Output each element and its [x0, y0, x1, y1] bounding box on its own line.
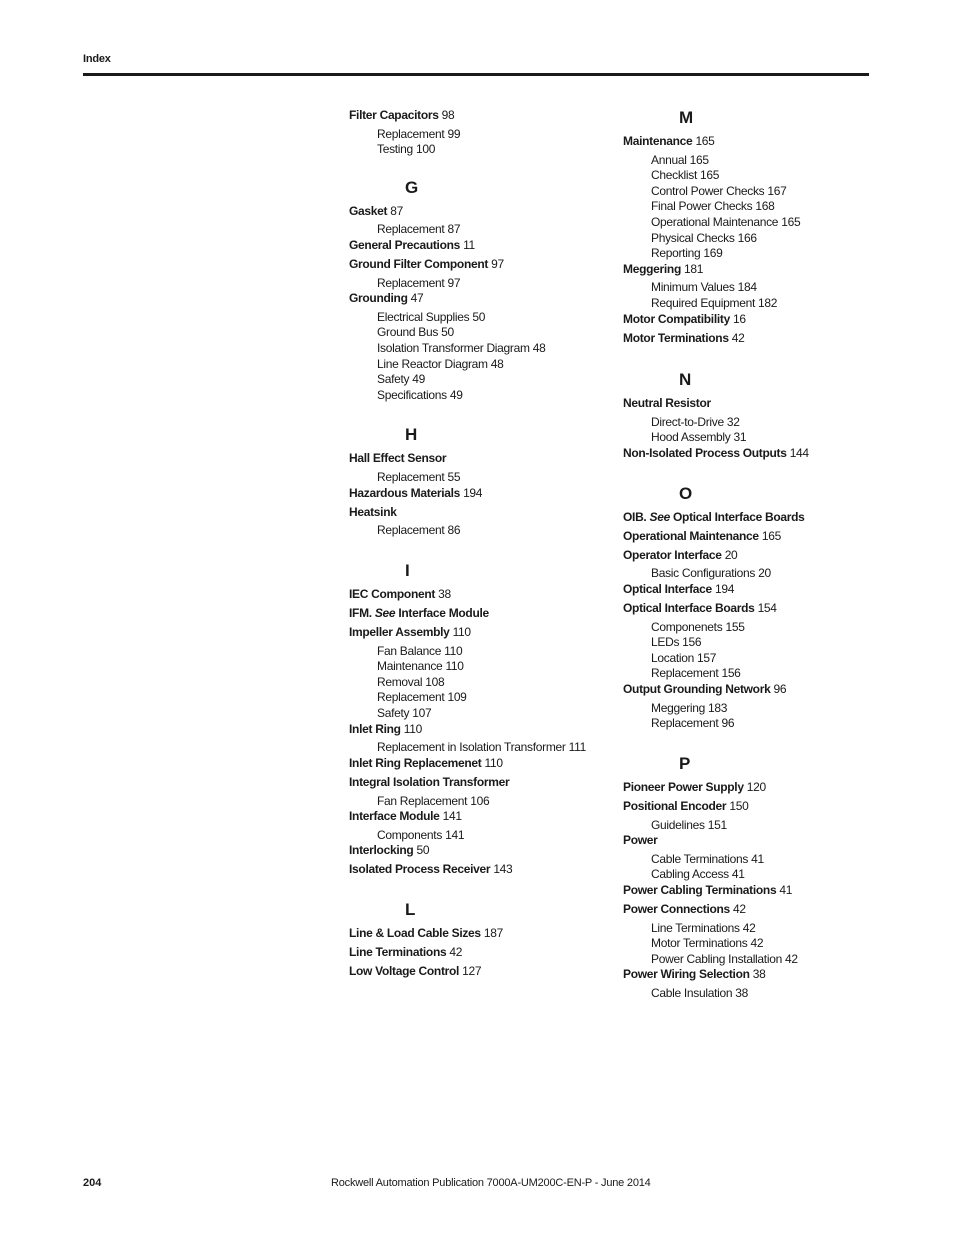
index-subentry: Maintenance 110: [377, 659, 464, 674]
term-text: Hazardous Materials: [349, 485, 461, 500]
page-reference: 11: [463, 237, 475, 252]
index-entry: [349, 809, 599, 825]
index-entry: [349, 964, 599, 980]
page-reference: 47: [410, 291, 424, 306]
index-term: [623, 262, 681, 276]
index-subentry: Replacement 55: [377, 470, 461, 484]
index-subentry: Guidelines 151: [651, 817, 727, 832]
index-subentry: Physical Checks 166: [651, 230, 757, 245]
page-reference: 97: [491, 257, 504, 272]
index-entry: [623, 967, 873, 983]
page-reference: 110: [452, 625, 471, 640]
subentry-list: [377, 740, 599, 756]
index-subentry: Testing 100: [377, 142, 436, 157]
page-reference: 41: [779, 882, 793, 897]
term-text: Line Terminations: [349, 945, 447, 960]
section-letter: O: [679, 483, 693, 503]
index-subentry: Required Equipment 182: [651, 295, 778, 310]
term-text: Isolated Process Receiver: [349, 862, 491, 877]
index-term: [349, 606, 489, 620]
index-column-left: [349, 108, 599, 980]
index-subentry: Minimum Values 184: [651, 280, 757, 295]
term-text: Grounding: [349, 291, 408, 306]
page-reference: 87: [390, 203, 404, 218]
index-subentry: Replacement 97: [377, 275, 461, 290]
index-term: [623, 134, 692, 148]
index-term: [349, 775, 509, 789]
subentry-list: [377, 127, 599, 158]
see-target: Optical Interface Boards: [673, 509, 805, 524]
term-text: Heatsink: [349, 504, 397, 519]
index-subentry: Replacement 87: [377, 222, 461, 237]
index-term: [349, 451, 446, 465]
index-term: [623, 601, 755, 615]
index-entry: [349, 945, 599, 961]
index-entry: [623, 601, 873, 617]
index-term: [349, 843, 413, 857]
section-letter: L: [405, 899, 416, 919]
see-reference: See: [649, 509, 670, 524]
index-entry: [349, 238, 599, 254]
index-subentry: Cable Insulation 38: [651, 985, 749, 1000]
index-term: [623, 902, 730, 916]
index-term: [349, 945, 446, 959]
term-text: Optical Interface Boards: [623, 601, 755, 616]
index-entry: [623, 548, 873, 564]
index-subentry: Replacement in Isolation Transformer 111: [377, 740, 586, 755]
term-text: Power: [623, 833, 658, 848]
index-subentry: Line Terminations 42: [651, 920, 756, 935]
term-text: Line & Load Cable Sizes: [349, 925, 481, 940]
term-text: Inlet Ring: [349, 721, 401, 736]
index-subentry: Cable Terminations 41: [651, 851, 764, 866]
index-subentry: LEDs 156: [651, 635, 702, 650]
index-term: [623, 510, 805, 524]
page-number: 204: [83, 1177, 102, 1189]
index-subentry: Basic Configurations 20: [651, 566, 771, 581]
index-term: [349, 204, 387, 218]
subentry-list: [651, 818, 873, 834]
page-reference: 165: [695, 134, 715, 148]
term-text: IFM.: [349, 605, 372, 620]
index-entry: [623, 682, 873, 698]
page-reference: 150: [729, 798, 749, 813]
index-subentry: Safety 107: [377, 706, 432, 721]
index-entry: [623, 799, 873, 815]
index-term: [623, 799, 726, 813]
index-section: [623, 108, 873, 346]
term-text: Maintenance: [623, 134, 693, 148]
page-reference: 20: [724, 547, 738, 562]
term-text: Ground Filter Component: [349, 257, 489, 272]
term-text: Optical Interface: [623, 581, 712, 596]
term-text: Motor Compatibility: [623, 311, 730, 326]
term-text: Pioneer Power Supply: [623, 779, 744, 794]
subentry-list: [377, 794, 599, 810]
subentry-list: [651, 415, 873, 446]
index-column-right: [623, 108, 873, 1002]
index-subentry: Reporting 169: [651, 246, 723, 261]
index-section: [349, 900, 599, 980]
section-letter: P: [679, 753, 691, 773]
index-entry: [349, 926, 599, 942]
index-subentry: Motor Terminations 42: [651, 936, 764, 951]
index-subentry: Operational Maintenance 165: [651, 214, 801, 229]
index-subentry: Cabling Access 41: [651, 867, 745, 882]
index-entry: [349, 257, 599, 273]
index-subentry: Checklist 165: [651, 168, 720, 183]
index-entry: [349, 606, 599, 622]
term-text: Inlet Ring Replacemenet: [349, 755, 482, 770]
subentry-list: [377, 310, 599, 404]
section-letter: M: [679, 108, 694, 127]
subentry-list: [377, 470, 599, 486]
index-subentry: Isolation Transformer Diagram 48: [377, 341, 546, 356]
index-entry: [349, 722, 599, 738]
index-entry: [623, 902, 873, 918]
index-section: [349, 561, 599, 878]
index-term: [623, 582, 712, 596]
subentry-list: [377, 523, 599, 539]
subentry-list: [651, 566, 873, 582]
term-text: Positional Encoder: [623, 798, 727, 813]
index-entry: [349, 775, 599, 791]
index-subentry: Fan Balance 110: [377, 643, 463, 658]
term-text: Interface Module: [349, 809, 440, 824]
section-letter: H: [405, 425, 418, 445]
term-text: Motor Terminations: [623, 330, 729, 345]
index-entry: [623, 331, 873, 347]
index-term: [623, 548, 722, 562]
index-subentry: Control Power Checks 167: [651, 183, 787, 198]
page-reference: 154: [757, 601, 777, 616]
index-term: [623, 682, 770, 696]
section-letter: G: [405, 177, 419, 197]
page-reference: 42: [731, 330, 745, 345]
index-section: [623, 370, 873, 461]
index-entry: [623, 134, 873, 150]
index-entry: [349, 625, 599, 641]
subentry-list: [651, 620, 873, 682]
index-subentry: Components 141: [377, 827, 465, 842]
index-entry: [623, 780, 873, 796]
index-subentry: Specifications 49: [377, 387, 463, 402]
page-reference: 42: [732, 901, 746, 916]
term-text: Hall Effect Sensor: [349, 451, 447, 466]
index-entry: [349, 291, 599, 307]
section-letter: I: [405, 560, 410, 580]
index-entry: [623, 510, 873, 526]
index-subentry: Componenets 155: [651, 619, 745, 634]
page-reference: 110: [484, 755, 503, 770]
page-reference: 110: [403, 721, 422, 736]
term-text: Gasket: [349, 203, 388, 218]
page-reference: 38: [752, 967, 766, 982]
subentry-list: [651, 280, 873, 311]
index-subentry: Power Cabling Installation 42: [651, 951, 798, 966]
page-reference: 38: [438, 586, 451, 601]
see-target: Interface Module: [398, 605, 489, 620]
index-section: [623, 754, 873, 1002]
index-entry: [349, 108, 599, 124]
index-term: [623, 967, 750, 981]
index-subentry: Annual 165: [651, 152, 709, 167]
subentry-list: [377, 276, 599, 292]
index-subentry: Replacement 109: [377, 690, 467, 705]
index-entry: [349, 756, 599, 772]
index-subentry: Direct-to-Drive 32: [651, 414, 740, 429]
index-entry: [623, 446, 873, 462]
term-text: Non-Isolated Process Outputs: [623, 446, 787, 460]
term-text: Power Cabling Terminations: [623, 882, 777, 897]
index-entry: [349, 843, 599, 859]
index-term: [349, 486, 460, 500]
index-entry: [349, 204, 599, 220]
header-rule: [83, 73, 869, 76]
page-reference: 194: [463, 485, 483, 500]
term-text: Operator Interface: [623, 547, 722, 562]
index-term: [623, 883, 776, 897]
term-text: Integral Isolation Transformer: [349, 774, 510, 789]
index-entry: [349, 587, 599, 603]
index-term: [349, 862, 490, 876]
index-subentry: Removal 108: [377, 674, 445, 689]
index-term: [349, 625, 450, 639]
term-text: Meggering: [623, 261, 681, 276]
page-reference: 50: [416, 843, 430, 858]
term-text: Neutral Resistor: [623, 396, 711, 411]
page-reference: 165: [761, 528, 781, 543]
index-subentry: Fan Replacement 106: [377, 793, 490, 808]
page-reference: 194: [714, 581, 735, 596]
index-entry: [623, 582, 873, 598]
index-term: [349, 756, 481, 770]
index-entry: [349, 486, 599, 502]
page-reference: 143: [493, 862, 513, 877]
index-entry: [349, 451, 599, 467]
index-term: [349, 926, 481, 940]
index-subentry: Electrical Supplies 50: [377, 309, 486, 324]
page-reference: 127: [462, 964, 482, 979]
index-term: [623, 833, 658, 847]
index-subentry: Line Reactor Diagram 48: [377, 356, 504, 371]
index-term: [349, 809, 440, 823]
page-reference: 96: [773, 682, 787, 697]
index-section: [349, 108, 599, 158]
index-term: [349, 505, 397, 519]
subentry-list: [651, 921, 873, 968]
term-text: Impeller Assembly: [349, 625, 450, 640]
index-section: [623, 484, 873, 732]
index-term: [623, 446, 787, 460]
index-subentry: Meggering 183: [651, 700, 728, 715]
page-reference: 187: [483, 925, 503, 940]
term-text: IEC Component: [349, 586, 436, 601]
term-text: Operational Maintenance: [623, 528, 759, 543]
index-subentry: Replacement 96: [651, 716, 735, 731]
term-text: Output Grounding Network: [623, 682, 771, 697]
index-section: [349, 178, 599, 404]
index-term: [623, 331, 729, 345]
index-term: [623, 312, 730, 326]
index-subentry: Replacement 156: [651, 666, 741, 681]
index-entry: [623, 312, 873, 328]
index-term: [623, 529, 759, 543]
page-reference: 181: [684, 261, 704, 276]
index-subentry: Replacement 86: [377, 523, 461, 538]
index-subentry: Ground Bus 50: [377, 325, 454, 340]
index-term: [623, 780, 744, 794]
term-text: General Precautions: [349, 237, 461, 252]
index-entry: [623, 262, 873, 278]
index-entry: [349, 505, 599, 521]
term-text: Interlocking: [349, 843, 414, 858]
index-term: [349, 964, 459, 978]
index-term: [623, 396, 711, 410]
index-subentry: Final Power Checks 168: [651, 199, 775, 214]
subentry-list: [651, 986, 873, 1002]
page-reference: 141: [442, 809, 462, 824]
page-reference: 16: [733, 311, 746, 326]
term-text: OIB.: [623, 509, 647, 524]
section-letter: N: [679, 370, 692, 390]
index-entry: [623, 396, 873, 412]
index-entry: [623, 883, 873, 899]
index-term: [349, 257, 488, 271]
index-entry: [349, 862, 599, 878]
index-term: [349, 291, 408, 305]
subentry-list: [377, 828, 599, 844]
running-header-title: Index: [83, 53, 111, 65]
publication-info: Rockwell Automation Publication 7000A-UM200C-EN-P - June 2014: [331, 1177, 651, 1189]
term-text: Filter Capacitors: [349, 108, 439, 122]
page-reference: 144: [789, 446, 809, 460]
index-entry: [623, 833, 873, 849]
index-subentry: Location 157: [651, 650, 717, 665]
index-subentry: Hood Assembly 31: [651, 430, 747, 445]
term-text: Power Wiring Selection: [623, 967, 750, 982]
index-entry: [623, 529, 873, 545]
term-text: Low Voltage Control: [349, 964, 460, 979]
index-subentry: Replacement 99: [377, 126, 461, 141]
index-term: [349, 587, 435, 601]
subentry-list: [377, 644, 599, 722]
page-reference: 42: [449, 945, 463, 960]
subentry-list: [377, 222, 599, 238]
see-reference: See: [374, 605, 396, 620]
subentry-list: [651, 153, 873, 262]
subentry-list: [651, 852, 873, 883]
page-reference: 120: [746, 779, 766, 794]
page-reference: 98: [441, 108, 455, 122]
term-text: Power Connections: [623, 901, 730, 916]
index-section: [349, 425, 599, 538]
index-term: [349, 108, 439, 122]
subentry-list: [651, 701, 873, 732]
index-term: [349, 238, 460, 252]
index-term: [349, 722, 401, 736]
index-subentry: Safety 49: [377, 372, 426, 387]
